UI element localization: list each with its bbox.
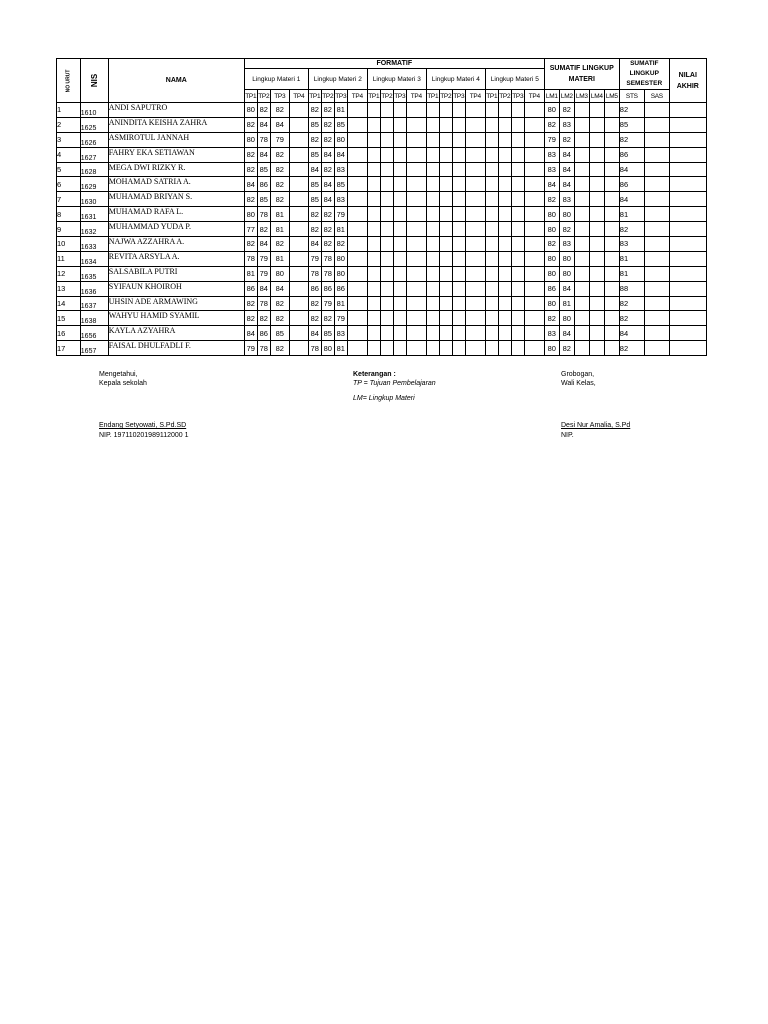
student-name: FAISAL DHULFADLI F. [108, 341, 244, 356]
lm1-tp-score: 84 [257, 147, 270, 162]
lm2-tp-score: 84 [321, 147, 334, 162]
row-number: 4 [57, 147, 81, 162]
lm2-tp-score: 84 [308, 162, 321, 177]
sts-score: 86 [619, 147, 644, 162]
sumatif-lm-score: 82 [544, 237, 559, 252]
lm1-tp-score: 85 [257, 192, 270, 207]
nis-cell: 1610 [80, 103, 108, 118]
nis-cell: 1656 [80, 326, 108, 341]
row-number: 11 [57, 251, 81, 266]
sumatif-lm-score: 83 [559, 192, 574, 207]
sts-score: 83 [619, 237, 644, 252]
lm2-tp-score: 86 [321, 281, 334, 296]
lm-note: LM= Lingkup Materi [353, 395, 415, 402]
lm2-tp-score: 80 [334, 266, 347, 281]
kepsek-name: Endang Setyowati, S.Pd.SD [99, 422, 187, 429]
tp2-header: TP2 [380, 90, 393, 103]
lm1-tp-score: 78 [257, 341, 270, 356]
student-name: ASMIROTUL JANNAH [108, 132, 244, 147]
lm1-tp-score: 80 [244, 207, 257, 222]
tp3-header: TP3 [511, 90, 524, 103]
sumatif-lm-score: 79 [544, 132, 559, 147]
lm3-header: LM3 [574, 90, 589, 103]
sts-score: 82 [619, 296, 644, 311]
lm2-tp-score: 85 [308, 192, 321, 207]
row-number: 13 [57, 281, 81, 296]
lm1-tp-score: 82 [244, 237, 257, 252]
keterangan-label: Keterangan : [353, 371, 396, 378]
row-number: 14 [57, 296, 81, 311]
sumatif-lm-score: 84 [559, 147, 574, 162]
lm2-tp-score: 82 [321, 162, 334, 177]
sumatif-lm-score: 83 [559, 237, 574, 252]
lm1-tp-score: 80 [270, 266, 289, 281]
sumatif-lm-score: 83 [559, 117, 574, 132]
student-name: MOHAMAD SATRIA A. [108, 177, 244, 192]
student-name: UHSIN ADE ARMAWING [108, 296, 244, 311]
nis-cell: 1657 [80, 341, 108, 356]
lm2-tp-score: 85 [334, 117, 347, 132]
student-name: ANDI SAPUTRO [108, 103, 244, 118]
sumatif-lm-score: 84 [559, 177, 574, 192]
nis-cell: 1637 [80, 296, 108, 311]
lm1-tp-score: 84 [257, 117, 270, 132]
lm1-tp-score: 84 [270, 117, 289, 132]
lm1-tp-score: 84 [257, 281, 270, 296]
tp4-header: TP4 [465, 90, 485, 103]
lm1-tp-score: 81 [270, 251, 289, 266]
lm1-tp-score: 81 [244, 266, 257, 281]
lm2-header: LM2 [559, 90, 574, 103]
tp2-header: TP2 [498, 90, 511, 103]
row-number: 9 [57, 222, 81, 237]
lm1-tp-score: 82 [244, 192, 257, 207]
kepsek-nip: NIP. 197110201989112000 1 [99, 432, 189, 439]
lm2-tp-score: 85 [321, 326, 334, 341]
student-name: SYIFAUN KHOIROH [108, 281, 244, 296]
sumatif-lm-score: 82 [559, 103, 574, 118]
lm1-tp-score: 81 [270, 207, 289, 222]
sumatif-lm-header: SUMATIF LINGKUP MATERI [544, 59, 619, 90]
sts-score: 81 [619, 266, 644, 281]
lm1-tp-score: 82 [257, 311, 270, 326]
lm1-tp-score: 77 [244, 222, 257, 237]
sumatif-lm-score: 80 [559, 266, 574, 281]
nis-cell: 1638 [80, 311, 108, 326]
lm1-tp-score: 82 [270, 311, 289, 326]
lm1-tp-score: 81 [270, 222, 289, 237]
lm1-tp-score: 82 [270, 237, 289, 252]
tp1-header: TP1 [426, 90, 439, 103]
sumatif-lm-score: 80 [559, 311, 574, 326]
nilai-akhir-header: NILAI AKHIR [669, 59, 706, 103]
lm2-tp-score: 82 [334, 237, 347, 252]
sumatif-lm-score: 82 [544, 192, 559, 207]
student-name: KAYLA AZYAHRA [108, 326, 244, 341]
lm1-tp-score: 85 [257, 162, 270, 177]
sts-score: 81 [619, 251, 644, 266]
lm1-tp-score: 84 [257, 237, 270, 252]
lm1-tp-score: 82 [244, 147, 257, 162]
lm2-tp-score: 81 [334, 103, 347, 118]
tp1-header: TP1 [367, 90, 380, 103]
lm1-tp-score: 82 [270, 177, 289, 192]
nis-cell: 1633 [80, 237, 108, 252]
sts-score: 88 [619, 281, 644, 296]
sts-score: 82 [619, 103, 644, 118]
student-name: ANINDITA KEISHA ZAHRA [108, 117, 244, 132]
lm1-tp-score: 78 [244, 251, 257, 266]
row-number: 10 [57, 237, 81, 252]
student-name: REVITA ARSYLA A. [108, 251, 244, 266]
tp3-header: TP3 [452, 90, 465, 103]
sumatif-lm-score: 82 [559, 132, 574, 147]
lm2-tp-score: 80 [334, 132, 347, 147]
lm2-tp-score: 81 [334, 341, 347, 356]
lm2-tp-score: 86 [334, 281, 347, 296]
nis-cell: 1636 [80, 281, 108, 296]
lingkup-materi-3-header: Lingkup Materi 3 [367, 69, 426, 90]
lm1-tp-score: 82 [270, 296, 289, 311]
lm2-tp-score: 84 [308, 237, 321, 252]
nis-cell: 1630 [80, 192, 108, 207]
lm2-tp-score: 82 [308, 222, 321, 237]
lm2-tp-score: 82 [321, 222, 334, 237]
lm1-tp-score: 82 [244, 311, 257, 326]
lm2-tp-score: 85 [308, 177, 321, 192]
sts-score: 84 [619, 162, 644, 177]
wali-name: Desi Nur Amalia, S.Pd [561, 422, 631, 429]
lm2-tp-score: 82 [321, 117, 334, 132]
lm2-tp-score: 84 [321, 177, 334, 192]
lm2-tp-score: 83 [334, 326, 347, 341]
nis-cell: 1632 [80, 222, 108, 237]
sts-score: 85 [619, 117, 644, 132]
tp4-header: TP4 [406, 90, 426, 103]
lm1-tp-score: 82 [257, 222, 270, 237]
nis-cell: 1627 [80, 147, 108, 162]
nis-header: NIS [80, 59, 108, 103]
lm2-tp-score: 79 [308, 251, 321, 266]
row-number: 8 [57, 207, 81, 222]
tp1-header: TP1 [485, 90, 498, 103]
lm2-tp-score: 84 [334, 147, 347, 162]
lm2-tp-score: 82 [308, 103, 321, 118]
nama-header: NAMA [108, 59, 244, 103]
tp3-header: TP3 [334, 90, 347, 103]
sumatif-lm-score: 80 [559, 251, 574, 266]
lm1-tp-score: 82 [270, 341, 289, 356]
lm1-tp-score: 79 [270, 132, 289, 147]
row-number: 2 [57, 117, 81, 132]
nis-cell: 1634 [80, 251, 108, 266]
sts-score: 82 [619, 341, 644, 356]
lm1-tp-score: 79 [257, 266, 270, 281]
student-name: MUHAMAD RAFA L. [108, 207, 244, 222]
sumatif-lm-score: 86 [544, 281, 559, 296]
mengetahui-text: Mengetahui, [99, 371, 138, 378]
sts-score: 84 [619, 192, 644, 207]
lm1-tp-score: 82 [244, 162, 257, 177]
tp2-header: TP2 [321, 90, 334, 103]
lm2-tp-score: 82 [321, 237, 334, 252]
student-name: MEGA DWI RIZKY R. [108, 162, 244, 177]
sumatif-lm-score: 82 [544, 311, 559, 326]
lm1-tp-score: 82 [270, 103, 289, 118]
lm1-tp-score: 80 [244, 132, 257, 147]
sts-header: STS [619, 90, 644, 103]
lm2-tp-score: 80 [334, 251, 347, 266]
sumatif-lm-score: 81 [559, 296, 574, 311]
sumatif-lm-score: 83 [544, 162, 559, 177]
lm1-tp-score: 82 [244, 117, 257, 132]
sumatif-lm-score: 84 [559, 326, 574, 341]
sumatif-lm-score: 80 [544, 296, 559, 311]
lm1-header: LM1 [544, 90, 559, 103]
place-text: Grobogan, [561, 371, 595, 378]
sumatif-lm-score: 83 [544, 147, 559, 162]
lm1-tp-score: 82 [270, 192, 289, 207]
lm1-tp-score: 79 [257, 251, 270, 266]
sumatif-lm-score: 82 [559, 222, 574, 237]
row-number: 5 [57, 162, 81, 177]
lm2-tp-score: 80 [321, 341, 334, 356]
sts-score: 81 [619, 207, 644, 222]
lm2-tp-score: 81 [334, 222, 347, 237]
tp4-header: TP4 [289, 90, 308, 103]
lm2-tp-score: 82 [308, 132, 321, 147]
sumatif-lm-score: 80 [544, 222, 559, 237]
sts-score: 82 [619, 222, 644, 237]
lingkup-materi-1-header: Lingkup Materi 1 [244, 69, 308, 90]
lm2-tp-score: 82 [321, 311, 334, 326]
lm1-tp-score: 78 [257, 207, 270, 222]
sumatif-lm-score: 82 [559, 341, 574, 356]
sumatif-lm-score: 80 [544, 251, 559, 266]
lm2-tp-score: 78 [321, 266, 334, 281]
tp1-header: TP1 [308, 90, 321, 103]
row-number: 3 [57, 132, 81, 147]
row-number: 12 [57, 266, 81, 281]
student-name: MUHAMAD BRIYAN S. [108, 192, 244, 207]
sumatif-lm-score: 80 [544, 341, 559, 356]
lm2-tp-score: 79 [334, 311, 347, 326]
lm2-tp-score: 78 [308, 341, 321, 356]
sumatif-lm-score: 80 [559, 207, 574, 222]
lm1-tp-score: 86 [244, 281, 257, 296]
nis-cell: 1629 [80, 177, 108, 192]
nis-cell: 1628 [80, 162, 108, 177]
lm1-tp-score: 78 [257, 296, 270, 311]
lm2-tp-score: 82 [308, 296, 321, 311]
lm1-tp-score: 84 [244, 326, 257, 341]
lm1-tp-score: 85 [270, 326, 289, 341]
sumatif-lm-score: 84 [559, 281, 574, 296]
row-number: 17 [57, 341, 81, 356]
row-number: 15 [57, 311, 81, 326]
sas-header: SAS [644, 90, 669, 103]
student-name: SALSABILA PUTRI [108, 266, 244, 281]
tp-note: TP = Tujuan Pembelajaran [353, 380, 436, 387]
no-header: NO URUT [57, 59, 81, 103]
lm2-tp-score: 83 [334, 192, 347, 207]
lm1-tp-score: 82 [270, 162, 289, 177]
nis-cell: 1625 [80, 117, 108, 132]
lm2-tp-score: 82 [308, 311, 321, 326]
sts-score: 84 [619, 326, 644, 341]
lm2-tp-score: 84 [308, 326, 321, 341]
sumatif-lm-score: 80 [544, 266, 559, 281]
nis-cell: 1631 [80, 207, 108, 222]
sumatif-semester-header: SUMATIF LINGKUP SEMESTER [619, 59, 669, 90]
sumatif-lm-score: 80 [544, 207, 559, 222]
lm2-tp-score: 82 [321, 207, 334, 222]
lm1-tp-score: 82 [244, 296, 257, 311]
lm2-tp-score: 78 [308, 266, 321, 281]
lm2-tp-score: 85 [308, 117, 321, 132]
lm1-tp-score: 86 [257, 177, 270, 192]
row-number: 1 [57, 103, 81, 118]
sumatif-lm-score: 84 [559, 162, 574, 177]
lm2-tp-score: 79 [334, 207, 347, 222]
lm2-tp-score: 82 [321, 103, 334, 118]
kepala-sekolah-text: Kepala sekolah [99, 380, 147, 387]
lm2-tp-score: 81 [334, 296, 347, 311]
lm1-tp-score: 86 [257, 326, 270, 341]
sumatif-lm-score: 82 [544, 117, 559, 132]
sts-score: 82 [619, 132, 644, 147]
lm2-tp-score: 84 [321, 192, 334, 207]
sts-score: 86 [619, 177, 644, 192]
student-name: MUHAMMAD YUDA P. [108, 222, 244, 237]
tp3-header: TP3 [270, 90, 289, 103]
lingkup-materi-4-header: Lingkup Materi 4 [426, 69, 485, 90]
tp4-header: TP4 [524, 90, 544, 103]
row-number: 6 [57, 177, 81, 192]
lm2-tp-score: 79 [321, 296, 334, 311]
lm1-tp-score: 80 [244, 103, 257, 118]
lm1-tp-score: 82 [270, 147, 289, 162]
wali-kelas-text: Wali Kelas, [561, 380, 596, 387]
tp1-header: TP1 [244, 90, 257, 103]
tp3-header: TP3 [393, 90, 406, 103]
signature-footer [0, 0, 768, 460]
row-number: 7 [57, 192, 81, 207]
lm2-tp-score: 83 [334, 162, 347, 177]
wali-nip: NIP. [561, 432, 574, 439]
nis-cell: 1635 [80, 266, 108, 281]
student-name: NAJWA AZZAHRA A. [108, 237, 244, 252]
lm1-tp-score: 82 [257, 103, 270, 118]
student-name: WAHYU HAMID SYAMIL [108, 311, 244, 326]
nis-cell: 1626 [80, 132, 108, 147]
lm1-tp-score: 78 [257, 132, 270, 147]
sumatif-lm-score: 83 [544, 326, 559, 341]
student-name: FAHRY EKA SETIAWAN [108, 147, 244, 162]
lm1-tp-score: 79 [244, 341, 257, 356]
lm2-tp-score: 85 [308, 147, 321, 162]
lm2-tp-score: 85 [334, 177, 347, 192]
lm1-tp-score: 84 [270, 281, 289, 296]
lingkup-materi-5-header: Lingkup Materi 5 [485, 69, 544, 90]
lm5-header: LM5 [604, 90, 619, 103]
lm2-tp-score: 82 [308, 207, 321, 222]
tp4-header: TP4 [347, 90, 367, 103]
sts-score: 82 [619, 311, 644, 326]
lm2-tp-score: 78 [321, 251, 334, 266]
tp2-header: TP2 [257, 90, 270, 103]
sumatif-lm-score: 80 [544, 103, 559, 118]
tp2-header: TP2 [439, 90, 452, 103]
formatif-header: FORMATIF [244, 59, 544, 69]
lm4-header: LM4 [589, 90, 604, 103]
row-number: 16 [57, 326, 81, 341]
lm2-tp-score: 86 [308, 281, 321, 296]
lm2-tp-score: 82 [321, 132, 334, 147]
sumatif-lm-score: 84 [544, 177, 559, 192]
lingkup-materi-2-header: Lingkup Materi 2 [308, 69, 367, 90]
lm1-tp-score: 84 [244, 177, 257, 192]
